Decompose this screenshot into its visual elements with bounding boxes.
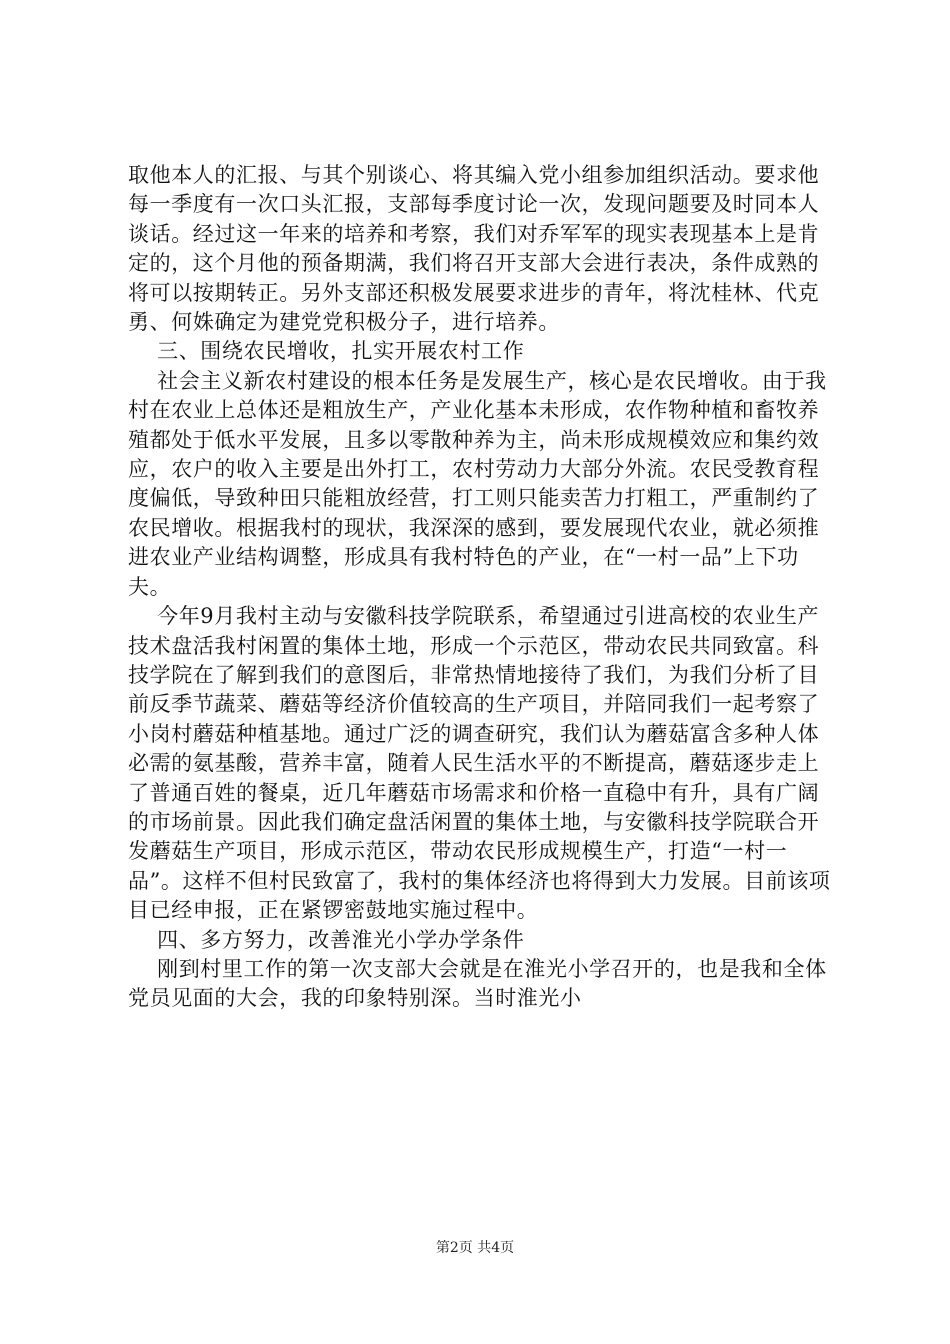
section-heading-4: 四、多方努力，改善淮光小学办学条件 xyxy=(128,927,525,952)
body-paragraph-1: 取他本人的汇报、与其个别谈心、将其编入党小组参加组织活动。要求他每一季度有一次口头汇报，支部每季度讨论一次，发现问题要及时同本人谈话。经过这一年来的培养和考察，我们对乔军军的现实表现基本上是肯定的，这个月他的预备期满，我们将召开支部大会进行表决，条件成熟的将可以按期转正。另外支部还积极发展要求进步的青年，将沈桂林、代克勇、何姝确定为建党党积极分子，进行培养。 xyxy=(128,163,820,335)
section-heading-3: 三、围绕农民增收，扎实开展农村工作 xyxy=(128,339,525,364)
page-footer: 第2页 共4页 xyxy=(435,1240,515,1256)
body-paragraph-3: 今年9月我村主动与安徽科技学院联系，希望通过引进高校的农业生产技术盘活我村闲置的集体土地，形成一个示范区，带动农民共同致富。科技学院在了解到我们的意图后，非常热情地接待了我们，为我们分析了目前反季节蔬菜、蘑菇等经济价值较高的生产项目，并陪同我们一起考察了小岗村蘑菇种植基地。通过广泛的调查研究，我们认为蘑菇富含多种人体必需的氨基酸，营养丰富，随着人民生活水平的不断提高，蘑菇逐步走上了普通百姓的餐桌，近几年蘑菇市场需求和价格一直稳中有升，具有广阔的市场前景。因此我们确定盘活闲置的集体土地，与安徽科技学院联合开发蘑菇生产项目，形成示范区，带动农民形成规模生产，打造“一村一品”。这样不但村民致富了，我村的集体经济也将得到大力发展。目前该项目已经申报，正在紧锣密鼓地实施过程中。 xyxy=(128,604,831,923)
body-paragraph-2: 社会主义新农村建设的根本任务是发展生产，核心是农民增收。由于我村在农业上总体还是粗放生产，产业化基本未形成，农作物种植和畜牧养殖都处于低水平发展，且多以零散种养为主，尚未形成规模效应和集约效应，农户的收入主要是出外打工，农村劳动力大部分外流。农民受教育程度偏低，导致种田只能粗放经营，打工则只能卖苦力打粗工，严重制约了农民增收。根据我村的现状，我深深的感到，要发展现代农业，就必须推进农业产业结构调整，形成具有我村特色的产业，在“一村一品”上下功夫。 xyxy=(128,368,827,599)
body-paragraph-4: 刚到村里工作的第一次支部大会就是在淮光小学召开的，也是我和全体党员见面的大会，我的印象特别深。当时淮光小 xyxy=(128,956,827,1011)
document-body xyxy=(128,161,840,1014)
